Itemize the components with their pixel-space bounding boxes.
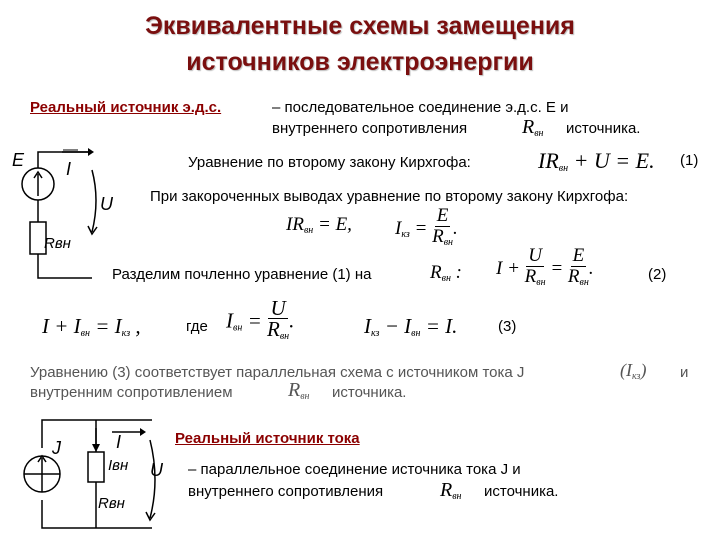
paragraph3-and: и [680,364,689,381]
r2-label: Rвн [98,495,125,512]
resistor-branch [88,452,104,482]
resistor-label: Rвн [44,235,71,252]
section-emf-desc-1: – последовательное соединение э.д.с. E и [272,99,569,116]
current-source-circuit [24,420,155,528]
emf-label: E [12,150,25,170]
title-line-1: Эквивалентные схемы замещения [145,12,575,40]
section-current-heading: Реальный источник тока [175,430,360,447]
voltage-label: U [100,194,113,214]
j-label: J [52,438,61,458]
internal-current-eq: $I_{вн}$ = $\frac{U}{R_{вн}}$ . [226,296,295,342]
equation-1: $IR_{вн} + U = E$. [538,148,655,174]
kirchhoff-label: Уравнение по второму закону Кирхгофа: [188,154,471,171]
section-emf-heading: Реальный источник э.д.с. [30,99,222,116]
short-circuit-current: $I_{кз}$ = $\frac{E}{R_{вн}}$ . [395,205,458,248]
ivn-label: Iвн [108,457,129,474]
section-emf-desc-2a: внутреннего сопротивления [272,120,468,137]
equation-3: $I + I_{вн} = I_{кз}$ , [42,314,141,339]
equation-2: I + $\frac{U}{R_{вн}}$ = $\frac{E}{R_{вн}}$ . [496,245,594,288]
divide-symbol: $R_{вн}$ : [430,262,462,284]
voltage2-label: U [150,460,163,480]
section-emf-desc-2b: источника. [566,120,641,137]
section-current-desc-2b: источника. [484,483,559,500]
title-line-2: источников электроэнергии [186,48,534,76]
current-arrow-head [88,148,94,156]
section-current-r: $R_{вн}$ [440,479,462,502]
current2-label: I [116,432,122,452]
paragraph3-line2a: внутренним сопротивлением [30,384,233,401]
paragraph3-r: $R_{вн}$ [288,379,310,402]
section-current-desc-2a: внутреннего сопротивления [188,483,384,500]
short-current-eq: $I_{кз} - I_{вн} = I$. [364,314,458,339]
short-circuit-label: При закороченных выводах уравнение по второму закону Кирхгофа: [150,188,629,205]
section-current-desc-1: – параллельное соединение источника тока J и [188,461,521,478]
emf-source-circuit [22,152,97,278]
paragraph3-line2b: источника. [332,384,407,401]
voltage-arc [92,170,96,232]
current-label: I [66,159,72,179]
divide-label: Разделим почленно уравнение (1) на [112,266,372,283]
equation-3-number: (3) [498,318,517,335]
paragraph3-line1: Уравнению (3) соответствует параллельная схема с источником тока J [30,364,525,381]
r-internal-symbol: $R_{вн}$ [522,116,544,139]
paragraph3-ikz: $(I_{кз})$ [620,360,647,382]
where-label: где [186,318,208,335]
equation-2-number: (2) [648,266,667,283]
short-circuit-eq: $IR_{вн} = E$, [286,214,352,236]
equation-1-number: (1) [680,152,699,169]
